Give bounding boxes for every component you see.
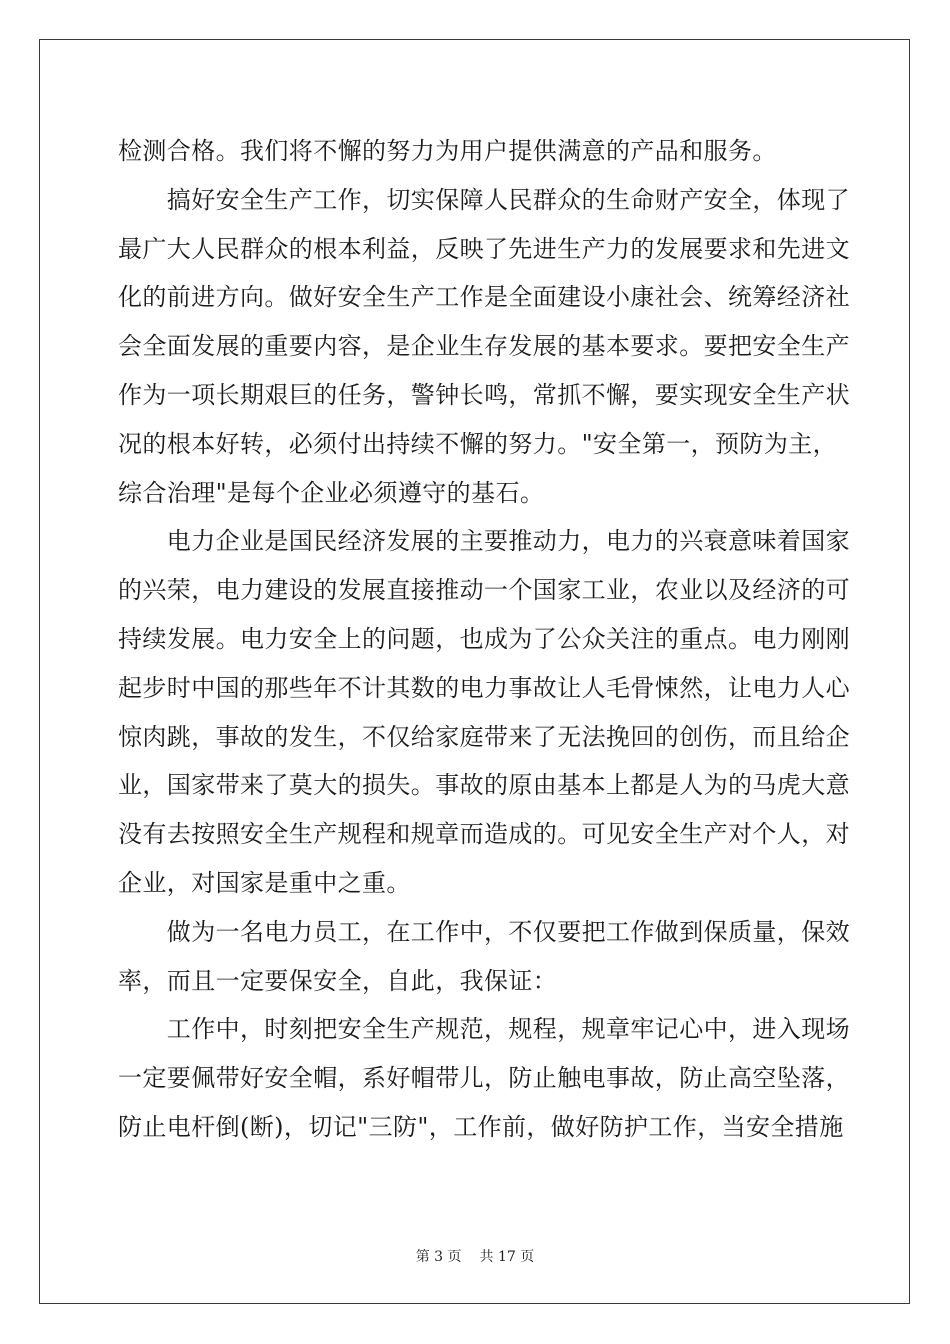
paragraph-1: [118, 127, 838, 176]
paragraph-3: [118, 517, 850, 907]
text-line: 会全面发展的重要内容，是企业生存发展的基本要求。要把安全生产: [118, 332, 850, 361]
text-line: 做为一名电力员工，在工作中，不仅要把工作做到保质量，保效: [118, 917, 850, 946]
page-total: 共 17 页: [479, 1249, 535, 1265]
text-line: 持续发展。电力安全上的问题，也成为了公众关注的重点。电力刚刚: [118, 624, 850, 653]
paragraph-2: [118, 176, 850, 518]
text-line: 检测合格。我们将不懈的努力为用户提供满意的产品和服务。: [118, 137, 777, 165]
text-line: 工作中，时刻把安全生产规范，规程，规章牢记心中，进入现场: [118, 1015, 850, 1044]
text-line: 况的根本好转，必须付出持续不懈的努力。"安全第一，预防为主，: [118, 429, 838, 458]
text-line: 防止电杆倒(断)，切记"三防"，工作前，做好防护工作，当安全措施: [118, 1112, 844, 1141]
text-line: 起步时中国的那些年不计其数的电力事故让人毛骨悚然，让电力人心: [118, 673, 850, 702]
document-body: [118, 127, 850, 1152]
text-line: 一定要佩带好安全帽，系好帽带儿，防止触电事故，防止高空坠落，: [118, 1064, 850, 1093]
text-line: 的兴荣，电力建设的发展直接推动一个国家工业，农业以及经济的可: [118, 576, 850, 605]
text-line: 综合治理"是每个企业必须遵守的基石。: [118, 478, 545, 507]
text-line: 没有去按照安全生产规程和规章而造成的。可见安全生产对个人，对: [118, 820, 850, 849]
text-line: 企业，对国家是重中之重。: [118, 868, 411, 897]
text-line: 化的前进方向。做好安全生产工作是全面建设小康社会、统筹经济社: [118, 283, 850, 312]
paragraph-5: [118, 1005, 850, 1151]
text-line: 搞好安全生产工作，切实保障人民群众的生命财产安全，体现了: [118, 185, 850, 214]
page-number: 第 3 页: [415, 1249, 462, 1265]
text-line: 率，而且一定要保安全，自此，我保证：: [118, 966, 558, 995]
paragraph-4: [118, 908, 850, 1006]
text-line: 业，国家带来了莫大的损失。事故的原由基本上都是人为的马虎大意: [118, 771, 850, 800]
text-line: 最广大人民群众的根本利益，反映了先进生产力的发展要求和先进文: [118, 234, 850, 263]
text-line: 电力企业是国民经济发展的主要推动力，电力的兴衰意味着国家: [118, 527, 850, 556]
page-footer: [0, 1246, 950, 1266]
text-line: 作为一项长期艰巨的任务，警钟长鸣，常抓不懈，要实现安全生产状: [118, 380, 850, 409]
text-line: 惊肉跳，事故的发生，不仅给家庭带来了无法挽回的创伤，而且给企: [118, 722, 850, 751]
